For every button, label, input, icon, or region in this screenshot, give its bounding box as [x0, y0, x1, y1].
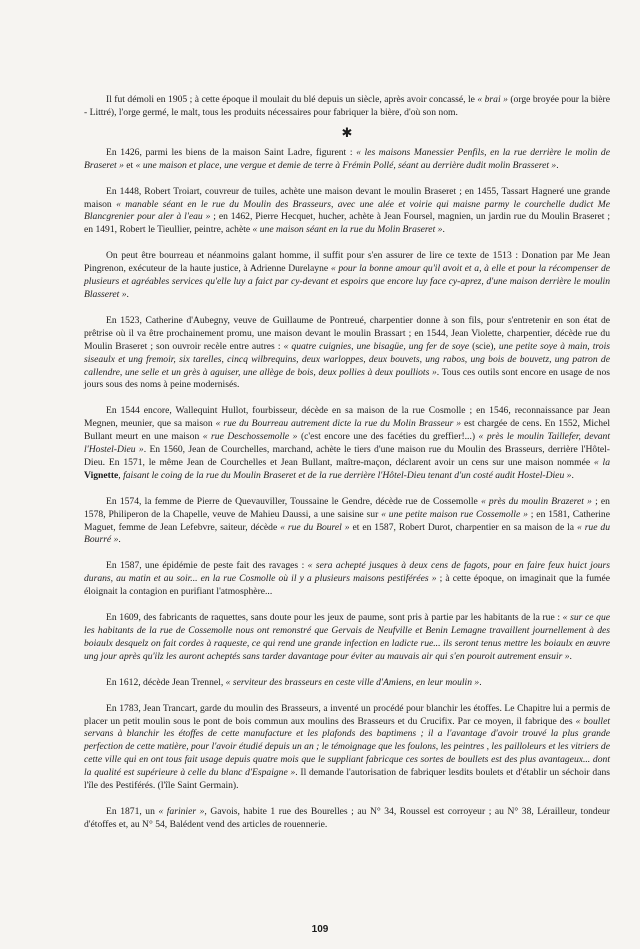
text-run: En 1426, parmi les biens de la maison Saint Ladre, figurent : [106, 146, 357, 158]
paragraph-1448 [84, 186, 610, 238]
text-run: et [123, 159, 136, 171]
italic-quotation: « rue du Bourel » [280, 521, 350, 533]
paragraph-1513 [84, 250, 610, 302]
italic-quotation: une petite soye à main, trois siseaulx et ung fremoir, six tarelles, cincq wilbrequins, deux warloppes, deux bouvets, ung rabos, ung bois de bouvetz, ung patron de callendre, une selle et un grès à aguiser, une allège de bois, deux pollies à deux poulliots » [84, 340, 610, 378]
italic-quotation: « près du moulin Brazeret » [480, 495, 592, 507]
text-run: En 1574, la femme de Pierre de Quevauviller, Toussaine le Gendre, décède rue de Cossemolle [106, 495, 481, 507]
text-run: En 1871, un [106, 805, 159, 817]
italic-quotation: , faisant le coing de la rue du Moulin Braseret et de la rue derrière l'Hôtel-Dieu tenant d'un costé audit Hostel-Dieu » [118, 469, 572, 481]
paragraph-1783 [84, 703, 610, 793]
text-run: . [569, 650, 572, 662]
text-run: . [571, 469, 574, 481]
italic-quotation: « boullet servans à blanchir les étoffes de cette manufacture et les plafonds des baptimens ; il a l'avantage d'avoir trouvé la plus grande perfection de cette matière, pour l'avoir étudié depuis un an ; le témoignage que les foulons, les peintres , les pailloleurs et les vitriers de cette ville qui en ont tous fait usage depuis quatre mois que le suppliant fabricque ces sortes de boullets est des plus avantageux... dont la qualité est supérieure à celle du blanc d'Espaigne » [84, 715, 611, 779]
text-run: En 1609, des fabricants de raquettes, sans doute pour les jeux de paume, sont pris à partie par les habitants de la rue : [106, 612, 563, 624]
text-run: Il fut démoli en 1905 ; à cette époque il moulait du blé depuis un siècle, après avoir concassé, le [106, 94, 478, 105]
italic-quotation: « une maison et place, une vergue et demie de terre à Frémin Pollé, séant au derrière dudit molin Brasseret » [135, 159, 557, 171]
italic-quotation: « pour la bonne amour qu'il avoit et a, à elle et pour la récompenser de plusieurs et agréables services qu'elle luy a faict par cy-devant et espoirs que encore luy face cy-aprez, d'une maison derrière le moulin Blasseret » [84, 263, 610, 300]
text-run: ; en 1578, Philiperon de la Chapelle, veuve de Mahieu Daussi, a une saisine sur [84, 495, 610, 520]
text-run: . [126, 288, 129, 300]
text-run: En 1448, Robert Troiart, couvreur de tuiles, achète une maison devant le moulin Braseret ; en 1455, Tassart Hagneré une grande maison [84, 185, 610, 210]
italic-quotation: « serviteur des brasseurs en ceste ville d'Amiens, en leur moulin » [225, 676, 480, 688]
italic-quotation: « sera achepté jusques à deux cens de fagots, pour en faire feux huict jours durans, au matin et au soir... en la rue Cosmolle où il y a plusieurs maisons pestiférées » [84, 560, 611, 585]
italic-quotation: « sur ce que les habitants de la rue de Cossemolle nous ont remonstré que Gervais de Neufville et Benin Lemagne travaillent journellement à des boiaulx desquelz on fait cordes à raqueste, ce qui rend une grande infection en ladicte rue... ils seront tenus mettre les boiaulx en œuvre ung jour après qu'ilz les auront acheptés sans tarder davantage pour éviter au mauvais air qui s'en pouroit autrement ensuir » [84, 612, 610, 662]
text-run: . [479, 676, 482, 688]
paragraph-1 [84, 94, 610, 120]
italic-quotation: « rue du Bourreau autrement dicte la rue du Molin Brasseur » [215, 418, 462, 430]
italic-quotation: « près le moulin Taillefer, devant l'Hostel-Dieu » [84, 431, 610, 456]
paragraph-1426 [84, 147, 610, 173]
paragraph-1587 [84, 560, 610, 599]
italic-quotation: « rue du Bourré » [84, 521, 610, 546]
bold-name: Vignette [84, 469, 119, 481]
text-run: (orge broyée pour la bière - Littré), l'orge germé, le malt, tous les produits nécessaires pour fabriquer la bière, d'où son nom. [84, 94, 611, 118]
italic-quotation: « brai » [477, 94, 508, 105]
text-run: . En 1560, Jean de Courchelles, marchand, achète le tiers d'une maison rue du Moulin des Brasseurs, derrière l'Hôtel-Dieu. En 1571, le même Jean de Courchelles et Jean Bullant, maître-maçon, déclarent avoir un cens sur une maison nommée [84, 444, 610, 468]
italic-quotation: « une maison séant en la rue du Molin Braseret » [252, 224, 443, 236]
text-run: ; à cette époque, on imaginait que la fumée éloignait la contagion en purifiant l'atmosphère... [84, 573, 610, 598]
italic-quotation: « les maisons Manessier Penfils, en la rue derrière le molin de Braseret » [84, 146, 610, 171]
italic-quotation: « manable séant en le rue du Moulin des Brasseurs, avec une alée et voirie qui maisne parmy le courchelle dudict Me Blancgrenier pour aler à l'eau » [84, 198, 610, 223]
paragraph-1612 [84, 677, 610, 690]
text-run: (scie), [469, 340, 499, 352]
italic-quotation: « la [593, 456, 610, 468]
paragraph-1574 [84, 496, 610, 548]
italic-quotation: « farinier » [158, 805, 205, 817]
text-run: (c'est encore une des facéties du greffier!...) [297, 431, 479, 443]
text-run: . [556, 159, 559, 171]
text-run: et en 1587, Robert Durot, charpentier en sa maison de la [349, 521, 577, 533]
text-run: est chargée de cens. En 1552, Michel Bullant meurt en une maison [84, 418, 610, 443]
paragraph-1609 [84, 612, 610, 664]
paragraph-1523 [84, 315, 610, 392]
text-run: . [442, 224, 445, 236]
text-run: ; en 1462, Pierre Hecquet, hucher, achète à Jean Foursel, magnien, un jardin rue du Moulin Braseret ; en 1491, Robert le Tieullier, peintre, achète [84, 211, 611, 236]
italic-quotation: « quatre cuignies, une bisagüe, ung fer de soye [283, 340, 470, 352]
italic-quotation: « rue Deschossemolle » [202, 431, 298, 443]
asterism-separator: ✱ [341, 124, 353, 140]
body-text [84, 94, 610, 845]
text-run: En 1523, Catherine d'Aubegny, veuve de Guillaume de Pontreué, charpentier donne à son fils, pour s'entretenir en son état de prêtrise où il va être prochainement promu, une maison devant le moulin Brassart ; en 1544, Jean Violette, charpentier, décède rue du Moulin Braseret ; son ouvroir recèle entre autres : [84, 314, 610, 352]
text-run: , Gavois, habite 1 rue des Bourelles ; au N° 34, Roussel est corroyeur ; au N° 38, Lérailleur, tondeur d'étoffes et, au N° 54, Balédent vend des articles de rouennerie. [84, 805, 610, 830]
text-run: . Il demande l'autorisation de fabriquer lesdits boulets et d'établir un séchoir dans l'île des Pestiférés. (l'île Saint Germain). [84, 767, 610, 792]
text-run: . [118, 534, 121, 546]
page-number: 109 [311, 924, 329, 935]
text-run: En 1612, décède Jean Trennel, [106, 676, 226, 688]
text-run: En 1587, une épidémie de peste fait des ravages : [106, 560, 308, 572]
text-run: On peut être bourreau et néanmoins galant homme, il suffit pour s'en assurer de lire ce texte de 1513 : Donation par Me Jean Pingrenon, exécuteur de la haute justice, à Adrienne Durelayne [84, 250, 610, 275]
paragraph-1871 [84, 806, 610, 832]
text-run: ; en 1581, Catherine Maguet, femme de Jean Lefebvre, saiteur, décède [84, 508, 610, 533]
paragraph-1544 [84, 405, 610, 482]
text-run: En 1783, Jean Trancart, garde du moulin des Brasseurs, a inventé un procédé pour blanchir les étoffes. Le Chapitre lui a permis de placer un petit moulin sous le pont de bois commun aux moulins des Brasseurs et du Crucifix. Par ce moyen, il fabrique des [84, 702, 610, 727]
italic-quotation: « une petite maison rue Cossemolle » [381, 508, 528, 520]
text-run: En 1544 encore, Wallequint Hullot, fourbisseur, décède en sa maison de la rue Cosmolle ; en 1546, reconnaissance par Jean Megnen, meunier, que sa maison [84, 405, 610, 430]
text-run: . Tous ces outils sont encore en usage de nos jours sous des noms à peine modernisés. [84, 366, 610, 391]
